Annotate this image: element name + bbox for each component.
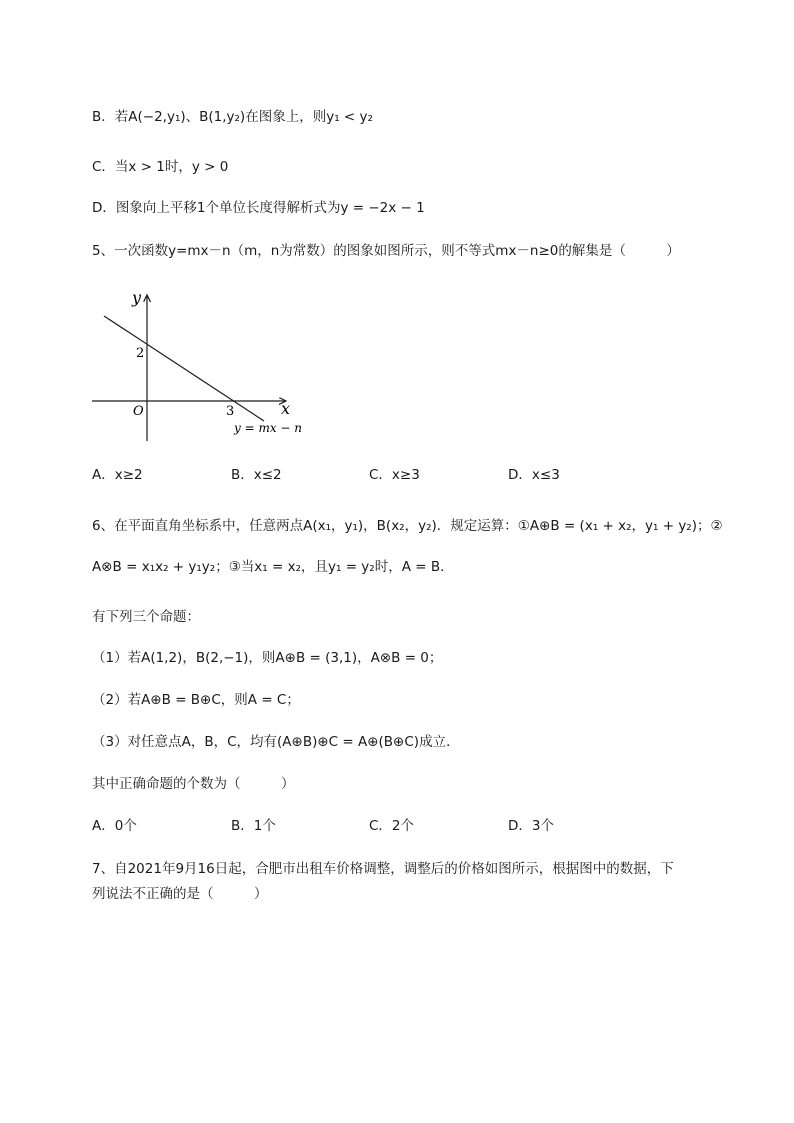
q6-question: 其中正确命题的个数为（ ） xyxy=(92,776,295,792)
q5-option-a: A．x≥2 xyxy=(92,467,143,483)
q6-intro: 有下列三个命题： xyxy=(92,609,200,625)
y-intercept-label: 2 xyxy=(136,346,145,361)
q5-option-b: B．x≤2 xyxy=(231,467,282,483)
q5-function-graph xyxy=(88,285,308,445)
q5-option-d: D．x≤3 xyxy=(508,467,560,483)
q6-option-a: A．0个 xyxy=(92,818,137,834)
q6-proposition-2: （2）若A⊕B = B⊕C，则A = C； xyxy=(92,692,300,708)
origin-label: O xyxy=(133,404,144,419)
x-intercept-label: 3 xyxy=(226,404,235,419)
q4-option-c: C．当x > 1时，y > 0 xyxy=(92,159,229,175)
line-equation-label: y = mx − n xyxy=(234,421,303,435)
q5-option-c: C．x≥3 xyxy=(369,467,420,483)
x-axis-label: x xyxy=(281,399,291,418)
q7-stem-line2: 列说法不正确的是（ ） xyxy=(92,886,268,902)
y-axis-label: y xyxy=(132,288,142,307)
q6-stem-line2: A⊗B = x₁x₂ + y₁y₂；③当x₁ = x₂，且y₁ = y₂时，A = B． xyxy=(92,559,454,575)
q5-stem: 5、一次函数y=mx－n（m，n为常数）的图象如图所示，则不等式mx－n≥0的解集是（ ） xyxy=(92,243,680,259)
q7-stem-line1: 7、自2021年9月16日起，合肥市出租车价格调整，调整后的价格如图所示，根据图中的数据，下 xyxy=(92,861,674,877)
q6-option-d: D．3个 xyxy=(508,818,554,834)
q4-option-d: D．图象向上平移1个单位长度得解析式为y = −2x − 1 xyxy=(92,200,425,216)
q4-option-b: B．若A(−2,y₁)、B(1,y₂)在图象上，则y₁ < y₂ xyxy=(92,109,373,125)
q6-option-b: B．1个 xyxy=(231,818,276,834)
q6-proposition-1: （1）若A(1,2)，B(2,−1)，则A⊕B = (3,1)，A⊗B = 0； xyxy=(92,650,443,666)
q6-proposition-3: （3）对任意点A，B，C，均有(A⊕B)⊕C = A⊕(B⊕C)成立． xyxy=(92,734,460,750)
q6-option-c: C．2个 xyxy=(369,818,415,834)
function-line xyxy=(104,316,264,421)
q6-stem-line1: 6、在平面直角坐标系中，任意两点A(x₁，y₁)，B(x₂，y₂)．规定运算：①A⊕B = (x₁ + x₂，y₁ + y₂)；② xyxy=(92,518,723,534)
